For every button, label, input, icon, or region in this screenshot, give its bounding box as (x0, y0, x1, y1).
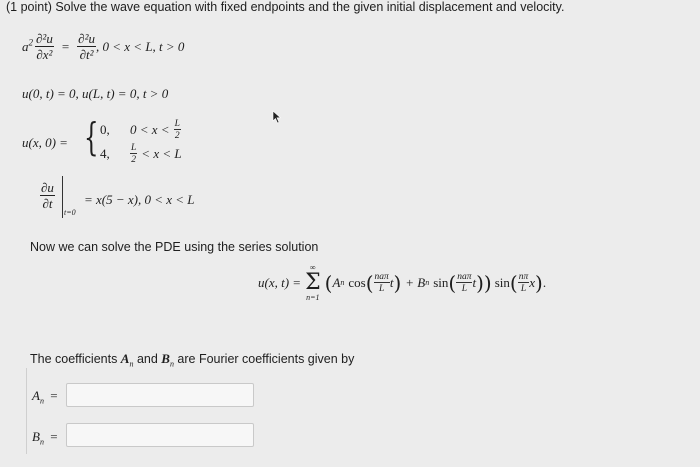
a-coefficient-input[interactable] (66, 383, 254, 407)
piecewise-case-1: 0, 0 < x < $\frac{L}{2}$ (100, 119, 180, 141)
mouse-cursor-icon (272, 110, 282, 124)
initial-displacement-lhs: u(x, 0) = (22, 135, 68, 150)
answer-section-divider (26, 368, 27, 454)
problem-header: (1 point) Solve the wave equation with fixed endpoints and the given initial displacement and velocity. (6, 0, 565, 14)
series-intro: Now we can solve the PDE using the series solution (30, 240, 319, 254)
boundary-conditions: u(0, t) = 0, u(L, t) = 0, t > 0 (22, 86, 169, 101)
b-coefficient-label: $B_n$ = (32, 429, 58, 447)
initial-velocity-rhs: = x(5 − x), 0 < x < L (84, 192, 195, 207)
b-coefficient-input[interactable] (66, 423, 254, 447)
a-coefficient-label: $A_n$ = (32, 388, 58, 406)
series-solution: u(x, t) = ∞ Σ n=1 ( A n cos ( $\frac{\text{naπ}}{L}$ t ) + B n sin ( $\frac{\text{naπ}}{L}$ t ) ) sin ( $\frac{n\pi}{L}$ x ) . (258, 263, 547, 302)
initial-velocity-derivative: $\frac{\partial u}{\partial t}$ (41, 180, 54, 211)
pde-coef: $a^2$ (22, 37, 33, 54)
coefficients-text: The coefficients $A_n$ and $B_n$ are Fourier coefficients given by (30, 351, 355, 369)
piecewise-brace: { (84, 115, 99, 159)
piecewise-case-2: 4, $\frac{L}{2}$ < x < L (100, 143, 182, 165)
pde-rhs-frac: $\frac{\text{∂²u}}{\text{∂t²}}$ (78, 31, 95, 62)
evaluation-bar (62, 176, 63, 218)
pde-equation: $a^2$ $\frac{\text{∂²u}}{\text{∂x²}}$ = $\frac{\text{∂²u}}{\text{∂t²}}$ , 0 < x < L, t > 0 (22, 31, 185, 62)
evaluation-point: t=0 (64, 208, 76, 217)
pde-domain: , 0 < x < L, t > 0 (96, 38, 185, 54)
sigma-symbol: Σ (305, 270, 321, 295)
summation: ∞ Σ n=1 (305, 263, 321, 302)
pde-lhs-frac: $\frac{\text{∂²u}}{\text{∂x²}}$ (36, 31, 53, 62)
